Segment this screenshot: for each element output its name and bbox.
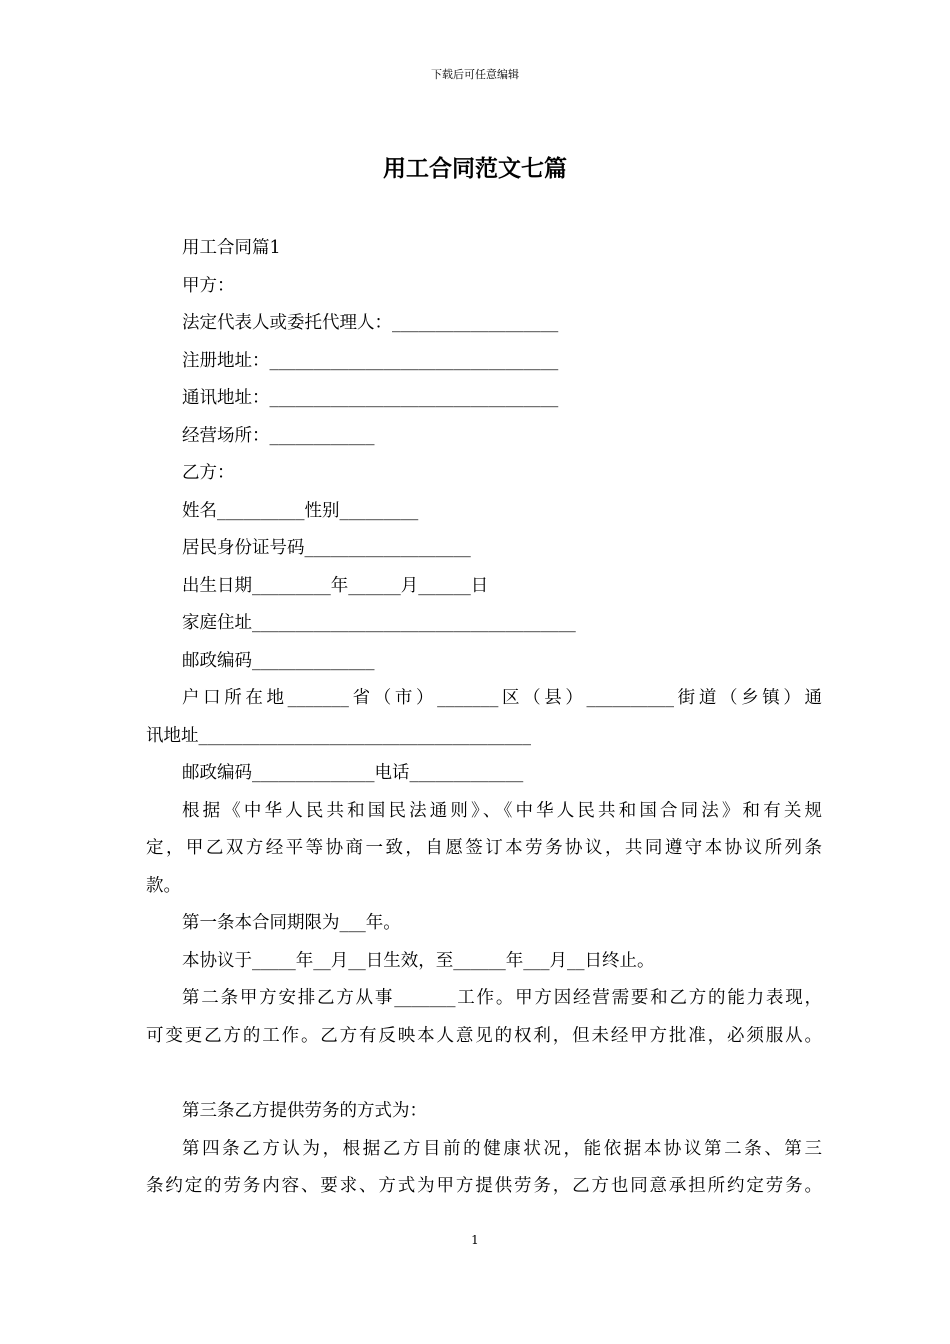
party-b-birth-date: 出生日期_________年______月______日	[182, 575, 489, 596]
article-3: 第三条乙方提供劳务的方式为：	[182, 1101, 427, 1121]
preamble-line: 定，甲乙双方经平等协商一致，自愿签订本劳务协议，共同遵守本协议所列条	[146, 838, 822, 858]
party-b-postal-code-phone: 邮政编码______________电话_____________	[182, 763, 524, 783]
party-b-id-number: 居民身份证号码___________________	[182, 538, 471, 558]
party-a-representative: 法定代表人或委托代理人：___________________	[182, 313, 559, 333]
article-1: 第一条本合同期限为___年。	[182, 913, 401, 933]
party-b-postal-code: 邮政编码______________	[182, 650, 375, 671]
document-title: 用工合同范文七篇	[383, 155, 567, 182]
preamble-line: 款。	[146, 875, 181, 896]
party-b-household-registration: 户口所在地_______省（市）_______区（县）__________街道（乡镇）通	[182, 688, 822, 708]
effective-period: 本协议于_____年__月__日生效，至______年___月__日终止。	[182, 950, 655, 971]
section-heading: 用工合同篇1	[182, 238, 281, 258]
article-4-line: 第四条乙方认为，根据乙方目前的健康状况，能依据本协议第二条、第三	[182, 1138, 822, 1159]
party-a-business-premises: 经营场所：____________	[182, 425, 375, 446]
party-a-label: 甲方：	[182, 275, 235, 296]
party-b-home-address: 家庭住址_____________________________________	[182, 613, 576, 633]
page-number: 1	[471, 1233, 479, 1247]
party-a-mailing-address: 通讯地址：_________________________________	[182, 388, 559, 408]
party-b-mailing-address: 讯地址______________________________________	[146, 725, 531, 746]
article-2-line: 可变更乙方的工作。乙方有反映本人意见的权利，但未经甲方批准，必须服从。	[146, 1025, 822, 1046]
party-a-registered-address: 注册地址：_________________________________	[182, 350, 559, 371]
party-b-label: 乙方：	[182, 463, 235, 483]
article-4-line: 条约定的劳务内容、要求、方式为甲方提供劳务，乙方也同意承担所约定劳务。	[146, 1176, 822, 1196]
paragraph-gap	[146, 1055, 822, 1093]
preamble-line: 根据《中华人民共和国民法通则》、《中华人民共和国合同法》和有关规	[182, 800, 822, 821]
header-note: 下载后可任意编辑	[431, 68, 519, 81]
document-body	[146, 230, 822, 1206]
article-2-line: 第二条甲方安排乙方从事_______工作。甲方因经营需要和乙方的能力表现，	[182, 988, 822, 1008]
party-b-name-gender: 姓名__________性别_________	[182, 500, 419, 521]
